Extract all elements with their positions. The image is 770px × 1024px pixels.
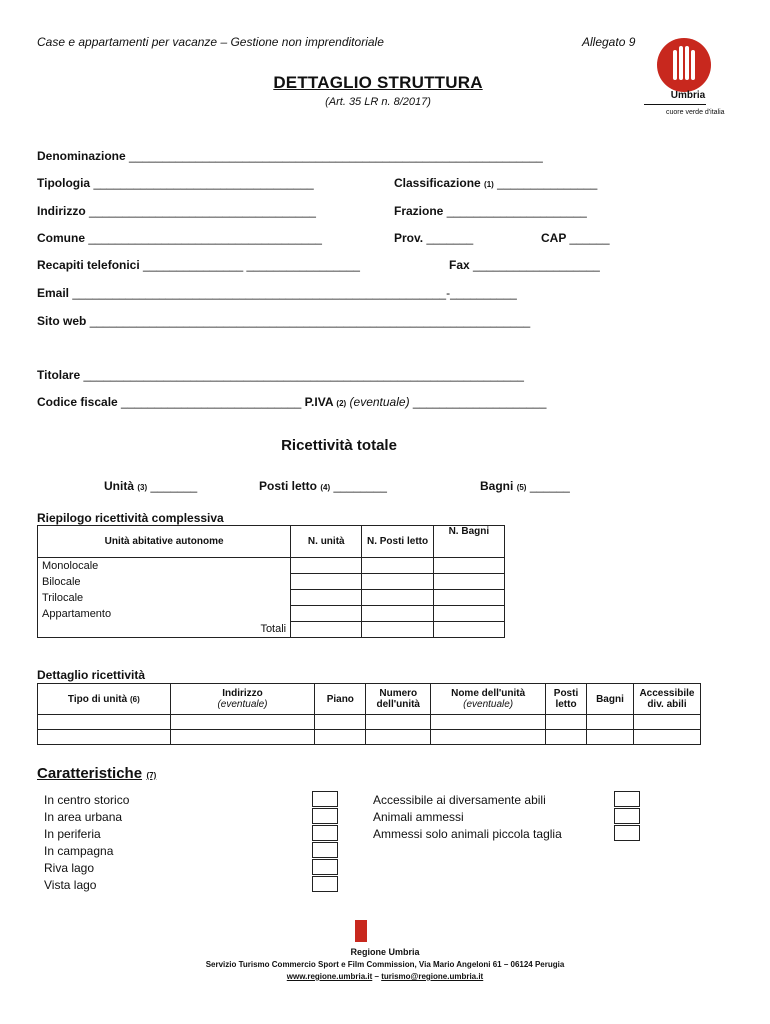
field-codice-fiscale[interactable]: Codice fiscale ___________________________ P.IVA (2) (eventuale) ____________________: [37, 395, 547, 409]
checkbox-riva-lago[interactable]: [312, 859, 338, 875]
field-email[interactable]: Email ________________________________________________________-__________: [37, 286, 517, 300]
riep-header-posti: N. Posti letto: [362, 526, 433, 558]
field-frazione[interactable]: Frazione _____________________: [394, 204, 587, 218]
det-header-posti: Posti letto: [546, 684, 587, 715]
car-label: Accessibile ai diversamente abili: [373, 793, 546, 807]
car-label: In area urbana: [44, 810, 123, 824]
checkbox-centro-storico[interactable]: [312, 791, 338, 807]
checkbox-animali[interactable]: [614, 808, 640, 824]
field-posti-letto[interactable]: Posti letto (4) ________: [259, 479, 387, 493]
field-comune[interactable]: Comune ___________________________________: [37, 231, 322, 245]
checkbox-animali-piccoli[interactable]: [614, 825, 640, 841]
field-recapiti[interactable]: Recapiti telefonici _______________ _________________: [37, 258, 360, 272]
riep-header-bagni: N. Bagni: [433, 526, 504, 558]
footer-org: Regione Umbria: [350, 947, 420, 957]
checkbox-area-urbana[interactable]: [312, 808, 338, 824]
field-indirizzo[interactable]: Indirizzo __________________________________: [37, 204, 316, 218]
riep-row-label: Monolocale: [38, 558, 291, 574]
field-titolare[interactable]: Titolare __________________________________________________________________: [37, 368, 524, 382]
logo-name: Umbria: [670, 90, 706, 101]
logo-tagline: cuore verde d'italia: [666, 109, 725, 116]
dettaglio-title: Dettaglio ricettività: [37, 668, 146, 682]
field-classificazione[interactable]: Classificazione (1) _______________: [394, 176, 598, 190]
riepilogo-title: Riepilogo ricettività complessiva: [37, 511, 224, 525]
det-header-accessibile: Accessibile div. abili: [633, 684, 700, 715]
car-label: In periferia: [44, 827, 101, 841]
footer-address: Servizio Turismo Commercio Sport e Film Commission, Via Mario Angeloni 61 – 06124 Perugia: [205, 960, 565, 969]
dettaglio-table: [37, 683, 701, 745]
field-denominazione[interactable]: Denominazione ______________________________________________________________: [37, 149, 543, 163]
det-header-bagni: Bagni: [587, 684, 634, 715]
det-header-piano: Piano: [315, 684, 366, 715]
caratteristiche-title: Caratteristiche (7): [37, 765, 157, 782]
car-label: Ammessi solo animali piccola taglia: [373, 827, 562, 841]
ricettivita-title: Ricettività totale: [281, 437, 397, 454]
det-header-tipo: Tipo di unità (6): [38, 684, 171, 715]
checkbox-accessibile[interactable]: [614, 791, 640, 807]
regione-flag-icon: [355, 920, 367, 942]
det-header-numero: Numero dell'unità: [366, 684, 431, 715]
table-row: [38, 715, 701, 730]
checkbox-periferia[interactable]: [312, 825, 338, 841]
riep-row-label: Appartamento: [38, 606, 291, 622]
riep-row-label: Trilocale: [38, 590, 291, 606]
field-tipologia[interactable]: Tipologia _________________________________: [37, 176, 314, 190]
car-label: In campagna: [44, 844, 114, 858]
car-label: In centro storico: [44, 793, 130, 807]
checkbox-vista-lago[interactable]: [312, 876, 338, 892]
field-fax[interactable]: Fax ___________________: [449, 258, 600, 272]
car-label: Vista lago: [44, 878, 97, 892]
field-sito-web[interactable]: Sito web __________________________________________________________________: [37, 314, 531, 328]
field-cap[interactable]: CAP ______: [541, 231, 610, 245]
footer-links: www.regione.umbria.it – turismo@regione.umbria.it: [286, 972, 484, 981]
checkbox-campagna[interactable]: [312, 842, 338, 858]
field-unita[interactable]: Unità (3) _______: [104, 479, 198, 493]
riep-row-label: Bilocale: [38, 574, 291, 590]
header-right-text: Allegato 9: [582, 35, 636, 49]
field-bagni[interactable]: Bagni (5) ______: [480, 479, 570, 493]
field-prov[interactable]: Prov. _______: [394, 231, 474, 245]
car-label: Riva lago: [44, 861, 95, 875]
footer-email-link[interactable]: turismo@regione.umbria.it: [381, 972, 484, 981]
page-subtitle: (Art. 35 LR n. 8/2017): [325, 96, 431, 108]
riepilogo-table: [37, 525, 505, 638]
car-label: Animali ammessi: [373, 810, 464, 824]
riep-totali-label: Totali: [38, 622, 291, 638]
page-title: DETTAGLIO STRUTTURA: [273, 73, 483, 92]
det-header-indirizzo: Indirizzo (eventuale): [170, 684, 315, 715]
header-left-text: Case e appartamenti per vacanze – Gestione non imprenditoriale: [37, 35, 384, 49]
riep-header-unita: N. unità: [291, 526, 362, 558]
table-row: [38, 730, 701, 745]
det-header-nome: Nome dell'unità (eventuale): [431, 684, 546, 715]
footer-web-link[interactable]: www.regione.umbria.it: [286, 972, 373, 981]
riep-header-tipo: Unità abitative autonome: [38, 526, 291, 558]
